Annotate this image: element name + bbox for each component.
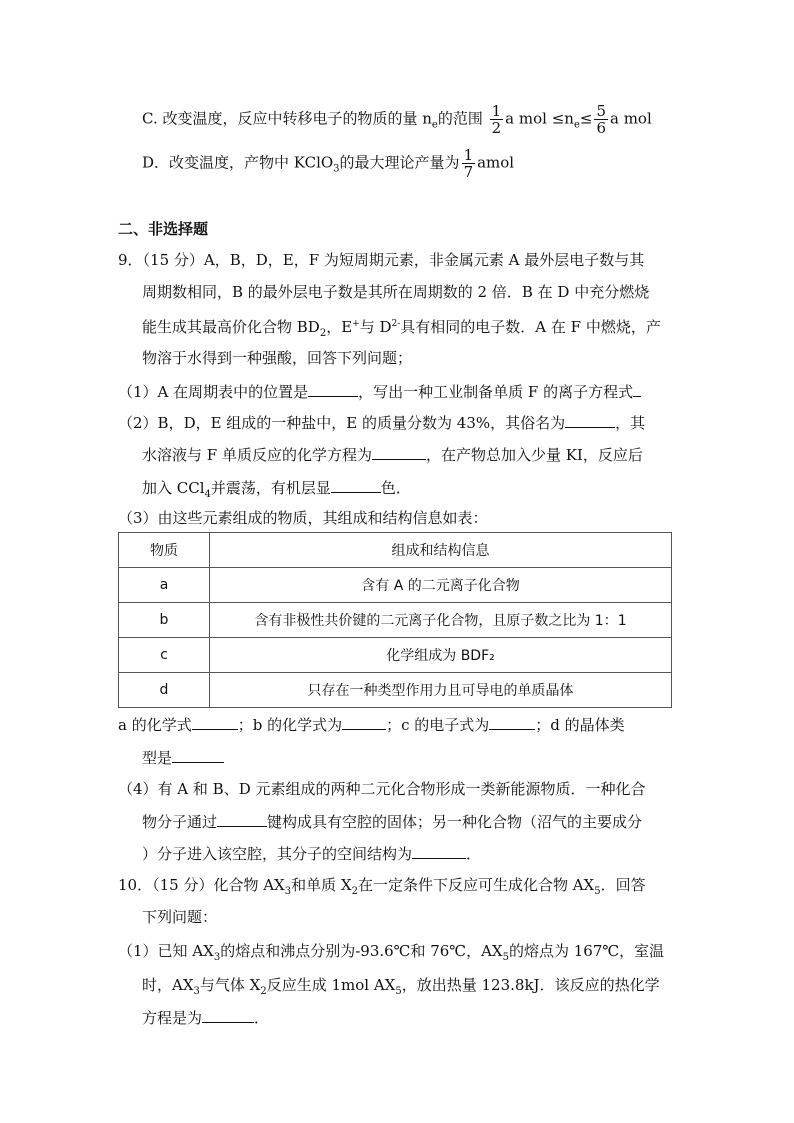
frac-den: 2 bbox=[491, 119, 502, 137]
q10-l1d: ．回答 bbox=[600, 876, 646, 894]
q9-p1a: （1）A 在周期表中的位置是 bbox=[118, 383, 309, 401]
sub-e: e bbox=[431, 119, 438, 131]
q9-line-3 bbox=[142, 313, 661, 345]
q9-part-2-line-2 bbox=[142, 443, 643, 466]
q9-table-answers-line-2 bbox=[142, 746, 224, 769]
option-c-part3: ≤ bbox=[579, 109, 593, 128]
q10-p2b: 与气体 X bbox=[199, 976, 261, 994]
sub-5: 5 bbox=[395, 986, 402, 997]
q9-p2l3a: 加入 CCl bbox=[142, 479, 205, 497]
q9-l3d: 具有相同的电子数．A 在 F 中燃烧，产 bbox=[400, 318, 661, 336]
sub-3: 3 bbox=[284, 886, 292, 897]
q9-part-4-line-3 bbox=[142, 842, 481, 865]
answer-blank[interactable] bbox=[633, 380, 641, 397]
q9-p2l3b: 并震荡，有机层显 bbox=[210, 479, 331, 497]
q10-p3b: ． bbox=[254, 1009, 270, 1027]
sub-4: 4 bbox=[204, 489, 211, 500]
answer-blank[interactable] bbox=[342, 713, 386, 730]
q9-after1c: ；c 的电子式为 bbox=[386, 716, 490, 734]
q10-p1c: 的熔点为 167℃，室温 bbox=[508, 942, 665, 960]
q9-after1b: ；b 的化学式为 bbox=[237, 716, 343, 734]
q10-line-1 bbox=[118, 874, 646, 903]
sub-3: 3 bbox=[213, 952, 221, 963]
frac-num: 5 bbox=[596, 102, 606, 120]
q9-p4b1: 物分子通过 bbox=[142, 813, 218, 831]
q9-after1a: a 的化学式 bbox=[118, 716, 192, 734]
frac-den: 6 bbox=[596, 119, 606, 137]
q9-part-2-line-3 bbox=[142, 476, 411, 506]
answer-blank[interactable] bbox=[565, 411, 615, 428]
q10-p2d: ，放出热量 123.8kJ．该反应的热化学 bbox=[401, 976, 660, 994]
q9-p4c2: ． bbox=[466, 845, 482, 863]
sub-5: 5 bbox=[502, 952, 509, 963]
table-row bbox=[119, 673, 672, 708]
table-cell: 化学组成为 BDF₂ bbox=[210, 638, 672, 673]
option-c-mid: 的范围 bbox=[437, 109, 488, 128]
q9-l3b: ，E bbox=[326, 318, 353, 336]
answer-blank[interactable] bbox=[192, 713, 238, 730]
table-row bbox=[119, 638, 672, 673]
sub-5: 5 bbox=[594, 886, 601, 897]
sup-2minus: 2- bbox=[391, 319, 401, 329]
q9-part-4-line-2 bbox=[142, 810, 642, 833]
sup-plus: + bbox=[352, 319, 360, 329]
q9-p2b: ，其 bbox=[615, 414, 646, 432]
frac-num: 1 bbox=[491, 102, 502, 120]
sub-2: 2 bbox=[319, 328, 327, 339]
q9-part-1 bbox=[118, 380, 641, 403]
sub-3: 3 bbox=[333, 163, 340, 175]
table-cell: 含有 A 的二元离子化合物 bbox=[210, 568, 672, 603]
q9-l3c: 与 D bbox=[359, 318, 392, 336]
q9-table-answers bbox=[118, 713, 625, 736]
answer-blank[interactable] bbox=[372, 443, 426, 460]
q10-p1b: 的熔点和沸点分别为-93.6℃和 76℃，AX bbox=[220, 942, 503, 960]
q10-l1c: 在一定条件下反应可生成化合物 AX bbox=[357, 876, 595, 894]
table-header-row bbox=[119, 533, 672, 568]
answer-blank[interactable] bbox=[412, 842, 466, 859]
q10-line-2: 下列问题： bbox=[142, 908, 218, 926]
table-row bbox=[119, 603, 672, 638]
frac-num: 1 bbox=[463, 146, 474, 164]
answer-blank[interactable] bbox=[217, 810, 267, 827]
q9-p1b: ，写出一种工业制备单质 F 的离子方程式 bbox=[358, 383, 634, 401]
option-c bbox=[142, 103, 652, 137]
q9-after1d: ；d 的晶体类 bbox=[535, 716, 625, 734]
q9-line-1: 9．（15 分）A，B，D，E，F 为短周期元素，非金属元素 A 最外层电子数与其 bbox=[118, 251, 645, 269]
fraction-one-seventh bbox=[462, 147, 476, 180]
q10-part-1-line-2 bbox=[142, 974, 660, 1003]
answer-blank[interactable] bbox=[489, 713, 535, 730]
q10-p3a: 方程是为 bbox=[142, 1009, 203, 1027]
table-cell: a bbox=[119, 568, 210, 603]
table-header: 物质 bbox=[119, 533, 210, 568]
section-heading: 二、非选择题 bbox=[118, 220, 209, 238]
table-cell: 含有非极性共价键的二元离子化合物，且原子数之比为 1：1 bbox=[210, 603, 672, 638]
q9-part-4: （4）有 A 和 B、D 元素组成的两种二元化合物形成一类新能源物质．一种化合 bbox=[118, 780, 646, 798]
q9-l3a: 能生成其最高价化合物 BD bbox=[142, 318, 320, 336]
q10-p2c: 反应生成 1mol AX bbox=[266, 976, 396, 994]
sub-2: 2 bbox=[351, 886, 358, 897]
table-cell: c bbox=[119, 638, 210, 673]
q10-part-1-line-3 bbox=[142, 1006, 269, 1029]
answer-blank[interactable] bbox=[331, 476, 381, 493]
answer-blank[interactable] bbox=[308, 380, 358, 397]
q9-p2a: （2）B，D，E 组成的一种盐中，E 的质量分数为 43%，其俗名为 bbox=[118, 414, 566, 432]
info-table bbox=[118, 532, 672, 708]
answer-blank[interactable] bbox=[172, 746, 224, 763]
q10-l1b: 和单质 X bbox=[291, 876, 352, 894]
q9-p2l3c: 色． bbox=[380, 479, 411, 497]
q9-p2l2a: 水溶液与 F 单质反应的化学方程为 bbox=[142, 446, 372, 464]
q10-l1a: 10．（15 分）化合物 AX bbox=[118, 876, 285, 894]
table-header: 组成和结构信息 bbox=[210, 533, 672, 568]
fraction-five-sixths bbox=[594, 103, 608, 136]
table-cell: b bbox=[119, 603, 210, 638]
q10-p1a: （1）已知 AX bbox=[118, 942, 214, 960]
option-d bbox=[142, 147, 514, 181]
q9-line-2: 周期数相同，B 的最外层电子数是其所在周期数的 2 倍．B 在 D 中充分燃烧 bbox=[142, 283, 650, 301]
fraction-one-half bbox=[490, 103, 504, 136]
option-d-mid: 的最大理论产量为 bbox=[339, 153, 460, 172]
option-c-part2: a mol ≤n bbox=[505, 109, 574, 128]
q9-after2: 型是 bbox=[142, 749, 173, 767]
sub-2: 2 bbox=[260, 986, 267, 997]
table-cell: 只存在一种类型作用力且可导电的单质晶体 bbox=[210, 673, 672, 708]
q9-line-4: 物溶于水得到一种强酸，回答下列问题； bbox=[142, 349, 413, 367]
q9-p2l2b: ，在产物总加入少量 KI，反应后 bbox=[425, 446, 643, 464]
answer-blank[interactable] bbox=[202, 1006, 254, 1023]
option-c-prefix: C. 改变温度，反应中转移电子的物质的量 n bbox=[142, 109, 432, 128]
q9-p4b2: 键构成具有空腔的固体；另一种化合物（沼气的主要成分 bbox=[267, 813, 643, 831]
q10-p2a: 时，AX bbox=[142, 976, 194, 994]
q9-part-2 bbox=[118, 411, 645, 434]
option-d-suffix: amol bbox=[477, 153, 515, 172]
sub-3: 3 bbox=[193, 986, 200, 997]
q9-p4c1: ）分子进入该空腔，其分子的空间结构为 bbox=[142, 845, 413, 863]
option-d-prefix: D．改变温度，产物中 KClO bbox=[142, 153, 334, 172]
table-row bbox=[119, 568, 672, 603]
q9-part-3: （3）由这些元素组成的物质，其组成和结构信息如表： bbox=[118, 509, 488, 527]
frac-den: 7 bbox=[463, 163, 474, 181]
q10-part-1 bbox=[118, 940, 664, 969]
option-c-suffix: a mol bbox=[609, 109, 652, 128]
table-cell: d bbox=[119, 673, 210, 708]
sub-e2: e bbox=[573, 119, 580, 131]
